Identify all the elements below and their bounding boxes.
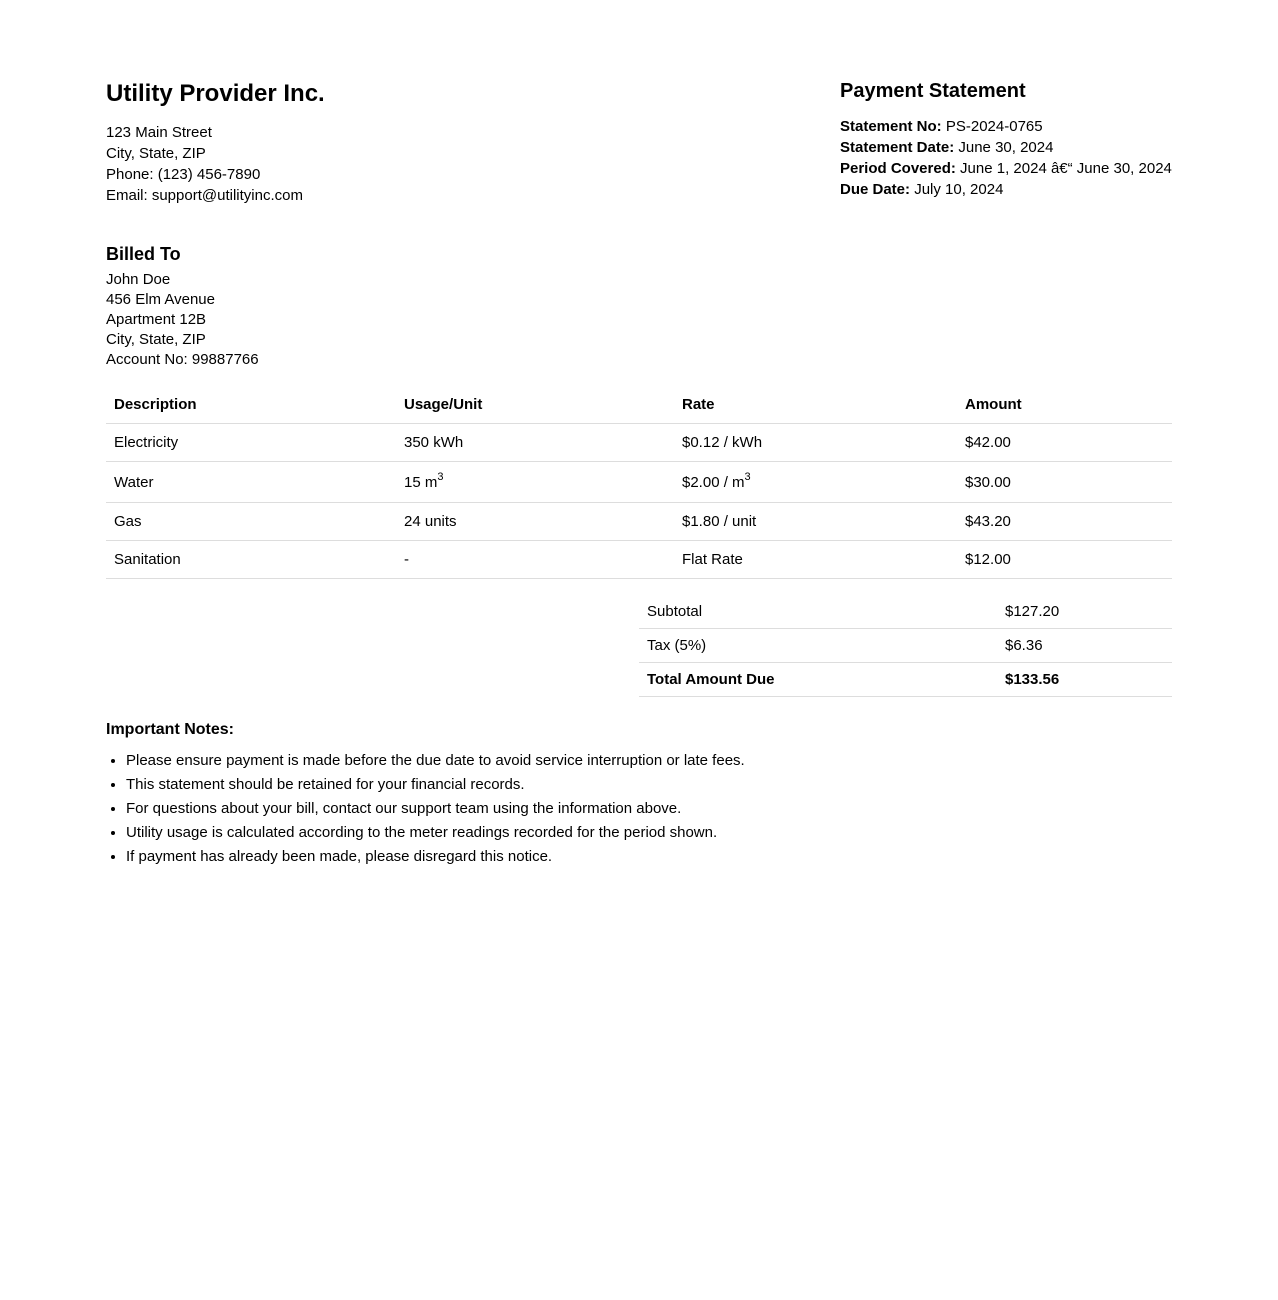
statement-date-row — [840, 137, 1172, 158]
row-description: Electricity — [106, 424, 396, 462]
customer-apartment: Apartment 12B — [106, 311, 207, 328]
total-due-row — [639, 663, 1172, 697]
list-item: • Please ensure payment is made before the due date to avoid service interruption or late fees. — [126, 749, 745, 773]
header-amount: Amount — [957, 386, 1172, 424]
table-row — [106, 503, 1172, 541]
usage-value: 15 m — [404, 473, 438, 491]
row-amount: $30.00 — [957, 462, 1172, 503]
statement-number-value: PS-2024-0765 — [945, 118, 1043, 135]
billed-to-block — [106, 270, 259, 370]
charges-header-row — [106, 386, 1172, 424]
table-row — [106, 462, 1172, 503]
row-description: Water — [106, 462, 396, 503]
list-item: • If payment has already been made, please disregard this notice. — [126, 845, 745, 869]
statement-number-row — [840, 116, 1172, 137]
row-description: Sanitation — [106, 541, 396, 579]
header-usage: Usage/Unit — [396, 386, 674, 424]
usage-value: 350 kWh — [404, 434, 464, 451]
statement-number-label: Statement No: — [840, 118, 942, 135]
rate-exponent: 3 — [744, 470, 751, 483]
tax-row — [639, 629, 1172, 663]
usage-value: - — [404, 551, 409, 568]
list-item: • For questions about your bill, contact our support team using the information above. — [126, 797, 745, 821]
total-due-value: $133.56 — [997, 663, 1172, 697]
rate-value: Flat Rate — [682, 551, 743, 568]
usage-value: 24 units — [404, 513, 457, 530]
company-city: City, State, ZIP — [106, 145, 206, 162]
row-amount: $12.00 — [957, 541, 1172, 579]
rate-value: $2.00 / m — [682, 473, 745, 491]
row-usage — [396, 541, 674, 579]
charges-table — [106, 386, 1172, 579]
row-amount: $42.00 — [957, 424, 1172, 462]
notes-title: Important Notes: — [106, 721, 234, 738]
company-name: Utility Provider Inc. — [106, 80, 325, 107]
company-address — [106, 122, 303, 206]
company-street: 123 Main Street — [106, 124, 212, 141]
company-email: Email: support@utilityinc.com — [106, 187, 303, 204]
customer-name: John Doe — [106, 271, 171, 288]
due-date-row — [840, 179, 1172, 200]
period-covered-label: Period Covered: — [840, 160, 956, 177]
table-row — [106, 541, 1172, 579]
tax-label: Tax (5%) — [639, 629, 997, 663]
subtotal-value: $127.20 — [997, 595, 1172, 629]
statement-meta — [840, 116, 1172, 200]
period-covered-row — [840, 158, 1172, 179]
period-covered-value: June 1, 2024 â€“ June 30, 2024 — [960, 160, 1172, 177]
rate-value: $0.12 / kWh — [682, 434, 763, 451]
billed-to-title: Billed To — [106, 244, 181, 264]
customer-street: 456 Elm Avenue — [106, 291, 215, 308]
customer-city: City, State, ZIP — [106, 331, 206, 348]
rate-value: $1.80 / unit — [682, 513, 757, 530]
row-rate — [674, 462, 957, 503]
row-rate — [674, 424, 957, 462]
account-number: Account No: 99887766 — [106, 351, 259, 368]
usage-exponent: 3 — [437, 470, 444, 483]
row-rate — [674, 541, 957, 579]
row-description: Gas — [106, 503, 396, 541]
header-description: Description — [106, 386, 396, 424]
header-rate: Rate — [674, 386, 957, 424]
list-item: • This statement should be retained for your financial records. — [126, 773, 745, 797]
totals-table — [639, 595, 1172, 697]
statement-date-label: Statement Date: — [840, 139, 955, 156]
row-rate — [674, 503, 957, 541]
row-usage — [396, 424, 674, 462]
notes-list — [106, 749, 745, 869]
statement-date-value: June 30, 2024 — [958, 139, 1054, 156]
row-usage — [396, 503, 674, 541]
statement-title: Payment Statement — [840, 80, 1026, 102]
tax-value: $6.36 — [997, 629, 1172, 663]
total-due-label: Total Amount Due — [639, 663, 997, 697]
due-date-value: July 10, 2024 — [914, 181, 1004, 198]
row-usage — [396, 462, 674, 503]
due-date-label: Due Date: — [840, 181, 911, 198]
table-row — [106, 424, 1172, 462]
subtotal-label: Subtotal — [639, 595, 997, 629]
list-item: • Utility usage is calculated according to the meter readings recorded for the period shown. — [126, 821, 745, 845]
subtotal-row — [639, 595, 1172, 629]
row-amount: $43.20 — [957, 503, 1172, 541]
company-phone: Phone: (123) 456-7890 — [106, 166, 261, 183]
